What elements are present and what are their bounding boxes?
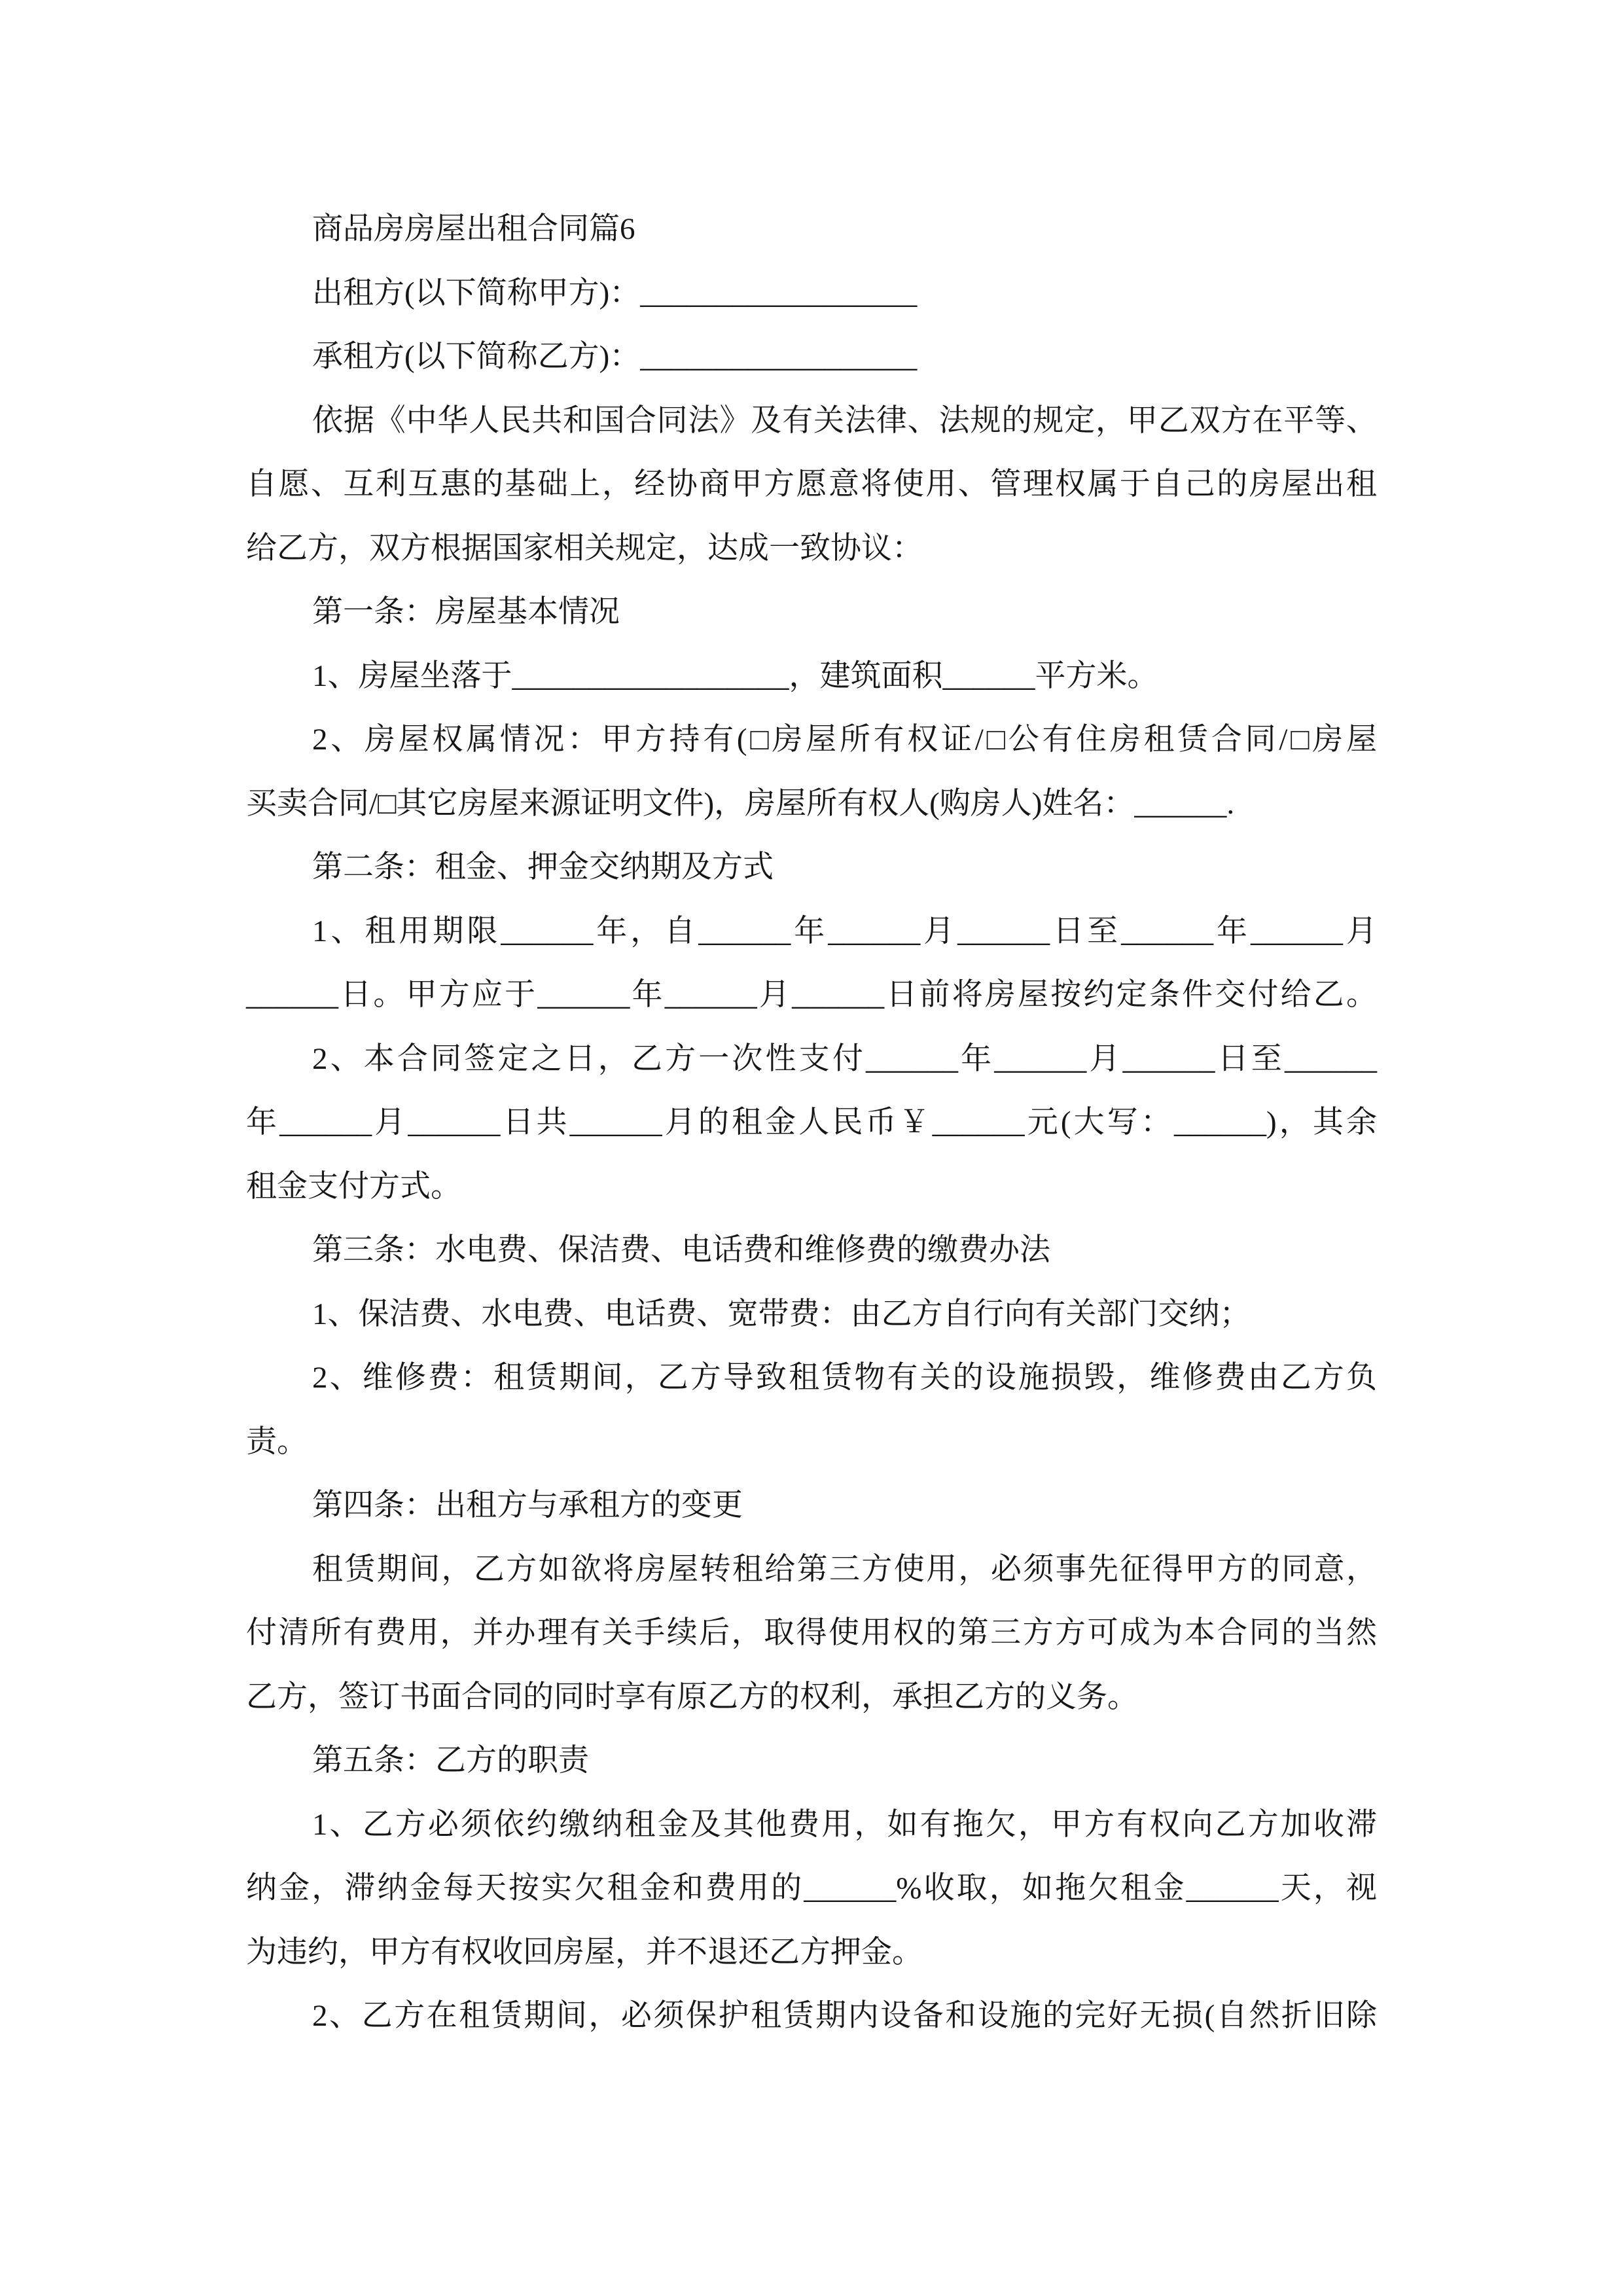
text-line: 乙方，签订书面合同的同时享有原乙方的权利，承担乙方的义务。 bbox=[246, 1679, 1138, 1714]
clause bbox=[246, 1028, 1377, 1219]
text-line: 2、房屋权属情况：甲方持有(□房屋所有权证/□公有住房租赁合同/□房屋 bbox=[312, 723, 1377, 757]
article-1 bbox=[246, 581, 1377, 836]
article-heading: 第五条：乙方的职责 bbox=[312, 1744, 589, 1778]
clause bbox=[246, 645, 1377, 709]
text-line: 2、本合同签定之日，乙方一次性支付______年______月______日至______ bbox=[312, 1041, 1377, 1076]
clause bbox=[246, 1793, 1377, 1985]
text-line: 买卖合同/□其它房屋来源证明文件)，房屋所有权人(购房人)姓名：______. bbox=[246, 786, 1235, 821]
article-heading: 第一条：房屋基本情况 bbox=[312, 595, 620, 629]
clause bbox=[246, 708, 1377, 836]
text-line: 租赁期间，乙方如欲将房屋转租给第三方使用，必须事先征得甲方的同意， bbox=[312, 1552, 1377, 1587]
text-line: 纳金，滞纳金每天按实欠租金和费用的______%收取，如拖欠租金______天，视 bbox=[246, 1871, 1377, 1905]
lessor-line: 出租方(以下简称甲方)：__________________ bbox=[312, 276, 918, 310]
article-heading: 第三条：水电费、保洁费、电话费和维修费的缴费办法 bbox=[312, 1233, 1050, 1267]
text-line: 责。 bbox=[246, 1424, 308, 1459]
text-line: 依据《中华人民共和国合同法》及有关法律、法规的规定，甲乙双方在平等、 bbox=[312, 403, 1377, 438]
article-heading: 第二条：租金、押金交纳期及方式 bbox=[312, 850, 774, 884]
clause bbox=[246, 900, 1377, 1028]
text-line: 年______月______日共______月的租金人民币￥______元(大写：______)，其余 bbox=[246, 1105, 1377, 1139]
clause bbox=[246, 1346, 1377, 1474]
clause bbox=[246, 1984, 1377, 2049]
text-line: 1、保洁费、水电费、电话费、宽带费：由乙方自行向有关部门交纳； bbox=[312, 1297, 1251, 1331]
text-line: 1、乙方必须依约缴纳租金及其他费用，如有拖欠，甲方有权向乙方加收滞 bbox=[312, 1807, 1377, 1842]
article-heading: 第四条：出租方与承租方的变更 bbox=[312, 1488, 743, 1522]
text-line: 自愿、互利互惠的基础上，经协商甲方愿意将使用、管理权属于自己的房屋出租 bbox=[246, 467, 1377, 501]
text-line: 1、租用期限______年，自______年______月______日至______年______月 bbox=[312, 914, 1377, 948]
document-title: 商品房房屋出租合同篇6 bbox=[312, 212, 635, 246]
article-2 bbox=[246, 836, 1377, 1219]
article-5 bbox=[246, 1729, 1377, 2049]
text-line: 2、维修费：租赁期间，乙方导致租赁物有关的设施损毁，维修费由乙方负 bbox=[312, 1361, 1377, 1395]
document-body bbox=[246, 198, 1377, 2049]
lessee-line: 承租方(以下简称乙方)：__________________ bbox=[312, 340, 918, 374]
text-line: 给乙方，双方根据国家相关规定，达成一致协议： bbox=[246, 531, 923, 565]
text-line: 租金支付方式。 bbox=[246, 1169, 461, 1204]
text-line: 2、乙方在租赁期间，必须保护租赁期内设备和设施的完好无损(自然折旧除 bbox=[312, 1999, 1377, 2033]
text-line: 为违约，甲方有权收回房屋，并不退还乙方押金。 bbox=[246, 1935, 923, 1969]
text-line: ______日。甲方应于______年______月______日前将房屋按约定条件交付给乙。 bbox=[246, 978, 1377, 1012]
clause bbox=[246, 1538, 1377, 1730]
text-line: 付清所有费用，并办理有关手续后，取得使用权的第三方方可成为本合同的当然 bbox=[246, 1616, 1377, 1650]
clause bbox=[246, 1283, 1377, 1347]
text-line: 1、房屋坐落于__________________，建筑面积______平方米。 bbox=[312, 658, 1158, 693]
article-4 bbox=[246, 1474, 1377, 1729]
article-3 bbox=[246, 1219, 1377, 1474]
preamble-paragraph bbox=[246, 389, 1377, 581]
